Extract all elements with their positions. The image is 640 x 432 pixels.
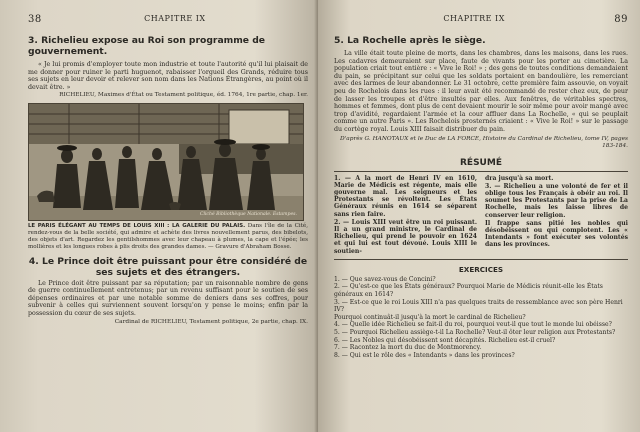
exercise-item: 5. — Pourquoi Richelieu assiège-t-il La Rochelle? Veut-il ôter leur religion aux Protestants? bbox=[334, 328, 616, 336]
figure-caption-title: LE PARIS ÉLÉGANT AU TEMPS DE LOUIS XIII : LA GALERIE DU PALAIS. bbox=[28, 223, 246, 230]
exercises-list bbox=[334, 276, 628, 360]
figure-caption-text: Dans l'île de la Cité, rendez-vous de la belle société, qui admire et achète des livres nouvellement parus, des bibelots, des objets d'art. Regardez les gentilshommes avec leur chapeau à plumes, la cape et l'épée; les mollières et les longues robes à plis droits des grandes dames. — Gravure d'Abraham Bosse. bbox=[28, 223, 308, 250]
exercise-item: 7. — Racontez la mort du duc de Montmorency. bbox=[334, 344, 482, 352]
resume-item: 1. — A la mort de Henri IV en 1610, Marie de Médicis est régente, mais elle gouverne mal. Les seigneurs et les Protestants se révoltent. Les États Généraux réunis en 1614 se séparent sans rien faire. bbox=[334, 174, 477, 218]
exercise-item: 2. — Qu'est-ce que les États généraux? Pourquoi Marie de Médicis réunit-elle les États généraux en 1614? bbox=[334, 283, 603, 298]
resume-item: Il frappe sans pitié les nobles qui désobéissent ou qui complotent. Les « Intendants » font exécuter ses volontés dans les provinces. bbox=[485, 219, 628, 249]
left-chapter-label: CHAPITRE IX bbox=[144, 14, 206, 23]
figure-credit: Cliché Bibliothèque Nationale. Estampes. bbox=[199, 212, 297, 218]
figure-caption bbox=[28, 223, 308, 250]
left-page bbox=[0, 0, 318, 432]
exercise-item: 3. — Est-ce que le roi Louis XIII n'a pas quelques traits de ressemblance avec son père Henri IV? bbox=[334, 298, 623, 314]
section-5-source: D'après G. HANOTAUX et le Duc de LA FORCE, Histoire du Cardinal de Richelieu, tome IV, pages 183-184. bbox=[340, 135, 628, 149]
left-page-number: 38 bbox=[28, 14, 42, 25]
resume-column-right bbox=[485, 175, 628, 256]
right-page bbox=[318, 0, 640, 432]
engraving-illustration bbox=[29, 104, 303, 220]
exercise-item: 6. — Les Nobles qui désobéissent sont décapités. Richelieu est-il cruel? bbox=[334, 336, 556, 344]
section-5-title: 5. La Rochelle après le siège. bbox=[334, 35, 486, 46]
engraving-galerie-du-palais bbox=[28, 103, 304, 221]
right-page-number: 89 bbox=[614, 14, 628, 25]
resume-item: dra jusqu'à sa mort. bbox=[485, 174, 554, 182]
resume-item: 2. — Louis XIII veut être un roi puissant. Il a un grand ministre, le Cardinal de Richelieu, qui prend le pouvoir en 1624 et qui lui est tout dévoué. Louis XIII le soutien- bbox=[334, 218, 477, 255]
resume-box bbox=[334, 171, 628, 260]
right-chapter-label: CHAPITRE IX bbox=[443, 14, 505, 23]
resume-item: 3. — Richelieu a une volonté de fer et il oblige tous les Français à obéir au roi. Il soumet les Protestants par la prise de La Rochelle, mais les laisse libres de conserver leur religion. bbox=[485, 182, 628, 219]
section-4-title: 4. Le Prince doit être puissant pour être considéré de ses sujets et des étrangers. bbox=[28, 255, 308, 278]
section-4-text: Le Prince doit être puissant par sa réputation; par un raisonnable nombre de gens de guerre continuellement entretenus; par un revenu suffisant pour le soutien de ses dépenses ordinaires et par une notable somme de deniers dans ses coffres, pour subvenir à celles qui surviennent souvent lorsqu'on y pense le moins; enfin par la possession du cœur de ses sujets. bbox=[28, 279, 308, 317]
exercise-item: Pourquoi continuât-il jusqu'à la mort le cardinal de Richelieu? bbox=[334, 313, 526, 321]
left-running-head bbox=[28, 14, 308, 25]
section-3-text: « Je lui promis d'employer toute mon industrie et toute l'autorité qu'il lui plaisait de me donner pour ruiner le parti huguenot, rabaisser l'orgueil des Grands, réduire tous ses sujets en leur devoir et relever son nom dans les Nations Étrangères, au point où il devait être. » bbox=[28, 61, 308, 91]
section-5-text: La ville était toute pleine de morts, dans les chambres, dans les maisons, dans les rues. Les cadavres demeuraient sur place, faute de vivants pour les porter au cimetière. La population criait tout entière : « Vive le Roi! » ; des gens de toutes conditions demandaient du pain, se précipitant sur celui que les soldats portaient en bandoulière, les remerciant avec des larmes de leur abandonner. Le 31 octobre, cette première faim assouvie, on voyait peu de Rochelois dans les rues : il leur avait été recommandé de rester chez eux, de peur de lasser les troupes et d'être insultés par elles. Aux fenêtres, de véritables spectres, hommes et femmes, dont plus de cent devaient mourir le soir même pour avoir mangé avec trop d'avidité, regardaient l'armée et la cour affluer dans La Rochelle, « qui se peuplait comme un autre Paris ». Les Rochelois prosternés criaient : « Vive le Roi! » sur le passage du cortège royal. Louis XIII faisait distribuer du pain. bbox=[334, 50, 628, 133]
exercise-item: 8. — Qui est le rôle des « Intendants » dans les provinces? bbox=[334, 351, 515, 359]
section-3-title: 3. Richelieu expose au Roi son programme de gouvernement. bbox=[28, 35, 266, 57]
exercises-title: EXERCICES bbox=[458, 264, 504, 274]
right-running-head bbox=[334, 14, 628, 25]
resume-column-left bbox=[334, 175, 477, 256]
resume-title: RÉSUMÉ bbox=[460, 157, 502, 168]
exercise-item: 4. — Quelle idée Richelieu se fait-il du roi, pourquoi veut-il que tout le monde lui obéisse? bbox=[334, 321, 612, 329]
section-4-source: Cardinal de RICHELIEU, Testament politique, 2e partie, chap. IX. bbox=[114, 318, 308, 325]
exercise-item: 1. — Que savez-vous de Concini? bbox=[334, 275, 436, 283]
section-3-source: RICHELIEU, Maximes d'État ou Testament politique, éd. 1764, 1re partie, chap. 1er. bbox=[59, 92, 308, 99]
